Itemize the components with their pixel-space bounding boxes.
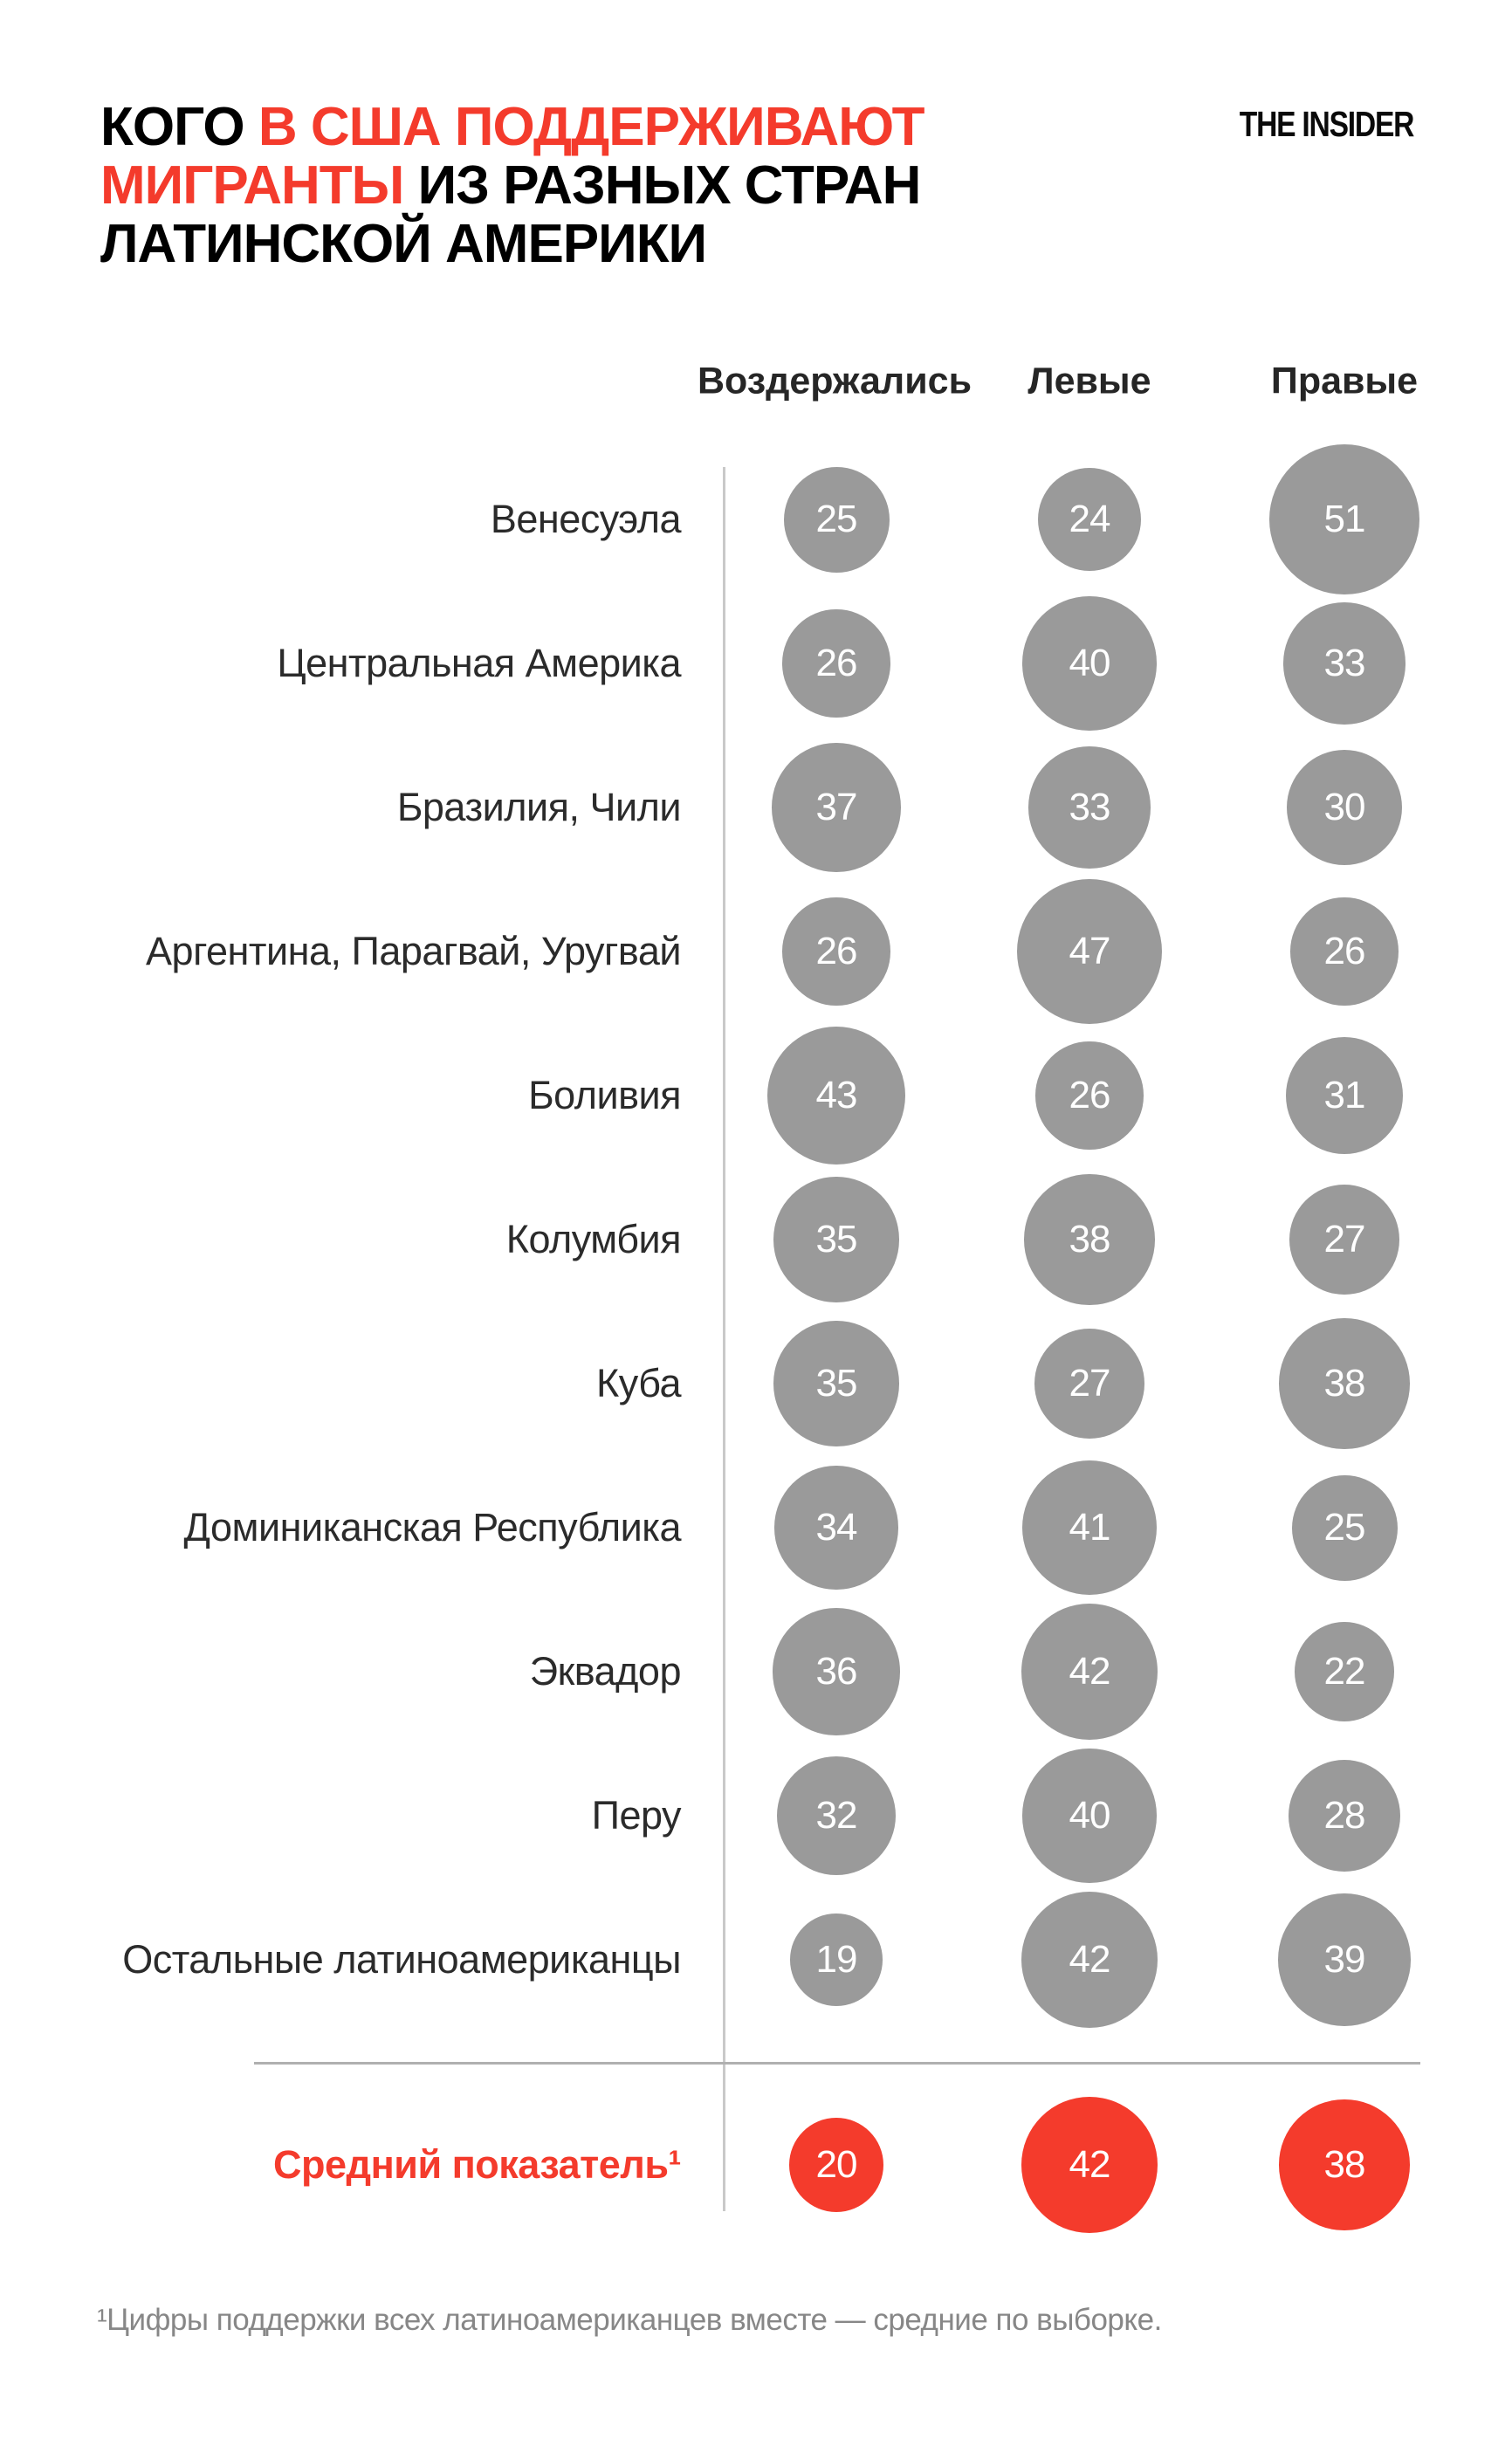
row-label: Центральная Америка <box>277 641 681 685</box>
title-line-2 <box>100 156 924 215</box>
title-segment-red: В США ПОДДЕРЖИВАЮТ <box>258 97 924 157</box>
value-bubble: 26 <box>782 897 890 1005</box>
value-bubble: 20 <box>789 2118 883 2212</box>
value-bubble: 41 <box>1022 1460 1158 1596</box>
row-label: Аргентина, Парагвай, Уругвай <box>146 929 681 973</box>
value-bubble: 43 <box>767 1027 906 1165</box>
footnote: ¹Цифры поддержки всех латиноамериканцев вместе — средние по выборке. <box>97 2303 1162 2337</box>
value-bubble: 26 <box>782 609 890 717</box>
value-bubble: 36 <box>773 1608 899 1735</box>
row-label: Перу <box>591 1793 681 1838</box>
value-bubble: 42 <box>1021 1892 1158 2029</box>
value-bubble: 32 <box>777 1756 897 1876</box>
value-bubble: 26 <box>1035 1041 1143 1149</box>
value-bubble: 38 <box>1024 1174 1154 1304</box>
value-bubble: 30 <box>1287 750 1403 866</box>
title-line-1 <box>100 98 924 156</box>
column-header-left: Левые <box>1027 360 1151 402</box>
value-bubble: 51 <box>1269 444 1420 595</box>
value-bubble: 27 <box>1289 1185 1399 1295</box>
column-header-right: Правые <box>1270 360 1419 402</box>
row-label: Эквадор <box>529 1649 681 1694</box>
value-bubble: 28 <box>1289 1760 1400 1872</box>
title-segment-black: ИЗ РАЗНЫХ СТРАН <box>417 155 921 216</box>
value-bubble: 38 <box>1279 2099 1409 2230</box>
row-label: Бразилия, Чили <box>396 785 681 829</box>
row-label: Куба <box>596 1361 681 1405</box>
value-bubble: 31 <box>1286 1037 1404 1155</box>
title-segment-black: КОГО <box>100 97 258 157</box>
average-row-label: Средний показатель¹ <box>273 2142 681 2187</box>
vertical-axis-line <box>723 467 725 2211</box>
value-bubble: 38 <box>1279 1318 1409 1448</box>
value-bubble: 35 <box>773 1321 898 1446</box>
row-label: Боливия <box>528 1073 681 1117</box>
value-bubble: 19 <box>790 1914 882 2005</box>
row-label: Доминиканская Республика <box>183 1505 681 1549</box>
value-bubble: 40 <box>1022 596 1156 730</box>
title-segment-black: ЛАТИНСКОЙ АМЕРИКИ <box>100 214 707 274</box>
value-bubble: 26 <box>1290 897 1398 1005</box>
page-title <box>100 98 924 273</box>
value-bubble: 33 <box>1283 602 1405 724</box>
value-bubble: 22 <box>1295 1622 1394 1721</box>
row-label: Колумбия <box>505 1217 681 1261</box>
value-bubble: 25 <box>784 467 890 573</box>
the-insider-logo: THE INSIDER <box>1239 104 1413 144</box>
value-bubble: 47 <box>1017 879 1162 1024</box>
value-bubble: 39 <box>1278 1893 1410 2025</box>
value-bubble: 35 <box>773 1177 898 1302</box>
title-segment-red: МИГРАНТЫ <box>100 155 418 216</box>
value-bubble: 27 <box>1034 1329 1144 1439</box>
value-bubble: 34 <box>774 1466 897 1589</box>
value-bubble: 42 <box>1021 1604 1158 1741</box>
row-label: Остальные латиноамериканцы <box>122 1937 681 1982</box>
value-bubble: 33 <box>1028 746 1150 868</box>
value-bubble: 25 <box>1292 1475 1398 1581</box>
value-bubble: 42 <box>1021 2097 1158 2234</box>
value-bubble: 37 <box>772 743 900 871</box>
title-line-3 <box>100 215 924 273</box>
value-bubble: 40 <box>1022 1749 1156 1882</box>
row-label: Венесуэла <box>490 497 681 541</box>
average-divider-line <box>254 2062 1420 2065</box>
value-bubble: 24 <box>1038 468 1142 572</box>
column-header-abstained: Воздержались <box>697 360 972 402</box>
